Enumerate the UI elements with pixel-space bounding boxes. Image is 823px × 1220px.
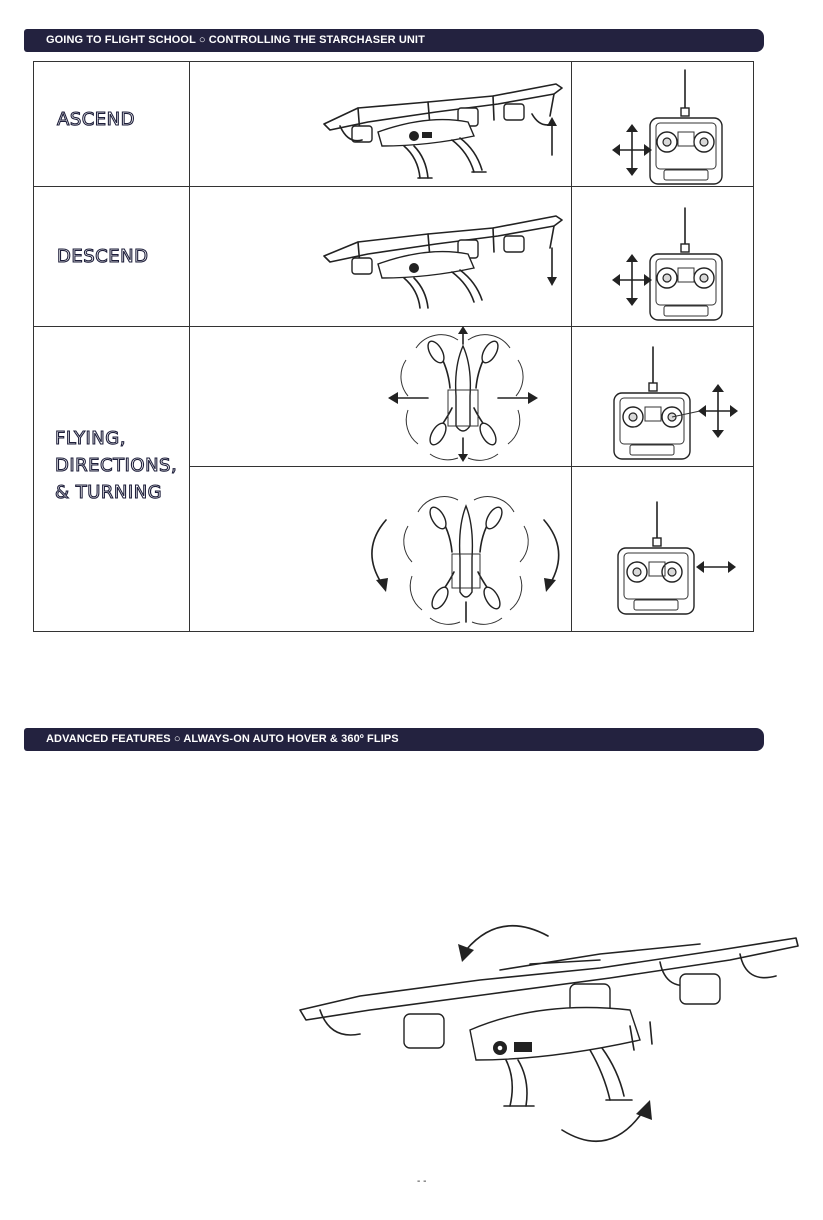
arrow-down-icon <box>546 246 558 286</box>
remote-control-icon <box>612 500 707 618</box>
flip-arrow-icon <box>562 1110 644 1141</box>
rotate-arrow-icon <box>544 520 559 584</box>
ascend-label: ASCEND <box>57 109 136 130</box>
four-way-arrow-icon <box>612 124 652 176</box>
drone-side-icon <box>318 74 568 184</box>
arrow-up-icon <box>546 117 558 157</box>
page-number: - - <box>417 1176 427 1187</box>
remote-control-icon <box>640 68 735 188</box>
flying-label-line-1: FLYING, <box>55 428 126 449</box>
remote-control-icon <box>608 345 703 463</box>
four-way-arrow-icon <box>698 384 738 438</box>
column-divider <box>189 62 190 631</box>
drone-top-icon <box>388 326 538 466</box>
drone-top-icon <box>360 480 572 630</box>
section-header-controls: GOING TO FLIGHT SCHOOL ○ CONTROLLING THE STARCHASER UNIT <box>24 29 764 52</box>
section-header-advanced: ADVANCED FEATURES ○ ALWAYS-ON AUTO HOVER & 360º FLIPS <box>24 728 764 751</box>
remote-control-icon <box>640 206 735 324</box>
two-way-arrow-icon <box>696 559 736 575</box>
drone-flip-illustration <box>300 910 800 1155</box>
flip-arrow-icon <box>466 926 548 950</box>
flying-label-line-2: DIRECTIONS, <box>55 455 178 476</box>
four-way-arrow-icon <box>612 254 652 306</box>
rotate-arrow-icon <box>372 520 386 584</box>
descend-label: DESCEND <box>57 246 149 267</box>
drone-side-icon <box>318 208 568 313</box>
flying-label-line-3: & TURNING <box>55 482 163 503</box>
row-divider <box>189 466 753 467</box>
